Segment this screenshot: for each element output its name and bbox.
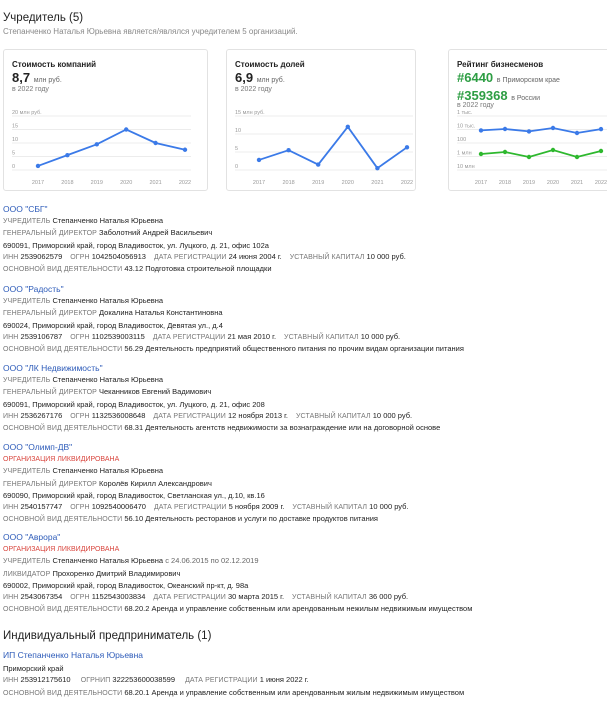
data-point (551, 126, 555, 130)
founder-label: УЧРЕДИТЕЛЬ (3, 298, 51, 306)
head-name: Заболотний Андрей Васильевич (98, 228, 213, 238)
organization-link[interactable]: ООО "ЛК Недвижимость" (3, 363, 103, 373)
x-tick-label: 2020 (341, 180, 354, 186)
address: 690090, Приморский край, город Владивосток, Светланская ул., д.10, кв.16 (3, 490, 265, 500)
ip-section-title: Индивидуальный предприниматель (1) (3, 630, 212, 642)
ogrnip-label: ОГРНИП (80, 677, 111, 685)
data-point (95, 142, 99, 146)
x-tick-label: 2017 (252, 180, 266, 186)
companies-chart (4, 50, 209, 192)
rating-chart (449, 50, 607, 192)
reg-date-label: ДАТА РЕГИСТРАЦИИ (153, 594, 226, 602)
reg-date-value: 21 мая 2010 г. (227, 331, 277, 341)
founder-section-subtitle: Степанченко Наталья Юрьевна является/являлся учредителем 5 организаций. (3, 27, 298, 36)
y-tick-label: 1 тыс. (457, 110, 473, 116)
y-tick-label: 5 (12, 150, 16, 157)
inn-label: ИНН (3, 677, 19, 685)
inn-label: ИНН (3, 412, 19, 420)
series-line (259, 127, 407, 168)
companies-year: в 2022 году (12, 86, 49, 93)
founder-label: УЧРЕДИТЕЛЬ (3, 377, 51, 385)
data-point (153, 141, 157, 145)
card-title: Рейтинг бизнесменов (457, 60, 544, 69)
organization-link[interactable]: ООО "Аврора" (3, 532, 61, 542)
y-tick-label: 10 (12, 137, 19, 143)
data-point (575, 131, 579, 135)
capital-value: 10 000 руб. (369, 502, 409, 512)
inn-label: ИНН (3, 504, 19, 512)
shares-year: в 2022 году (235, 86, 272, 93)
shares-chart (227, 50, 417, 192)
data-point (405, 145, 409, 149)
founder-name: Степанченко Наталья Юрьевна (52, 466, 164, 476)
capital-label: УСТАВНЫЙ КАПИТАЛ (289, 253, 365, 261)
founder-name: Степанченко Наталья Юрьевна (52, 296, 164, 306)
activity-value: 43.12 Подготовка строительной площадки (124, 264, 272, 274)
rating-card (448, 49, 607, 191)
rating-year: в 2022 году (457, 102, 494, 109)
ogrn-label: ОГРН (70, 253, 90, 261)
ip-region: Приморский край (3, 664, 64, 674)
companies-value-card (3, 49, 208, 191)
head-label: ЛИКВИДАТОР (3, 570, 51, 578)
ip-activity: 68.20.1 Аренда и управление собственным или арендованным жилым недвижимым имуществом (124, 687, 465, 697)
address: 690091, Приморский край, город Владивосток, ул. Луцкого, д. 21, офис 208 (3, 399, 265, 409)
data-point (503, 127, 507, 131)
data-point (527, 155, 531, 159)
y-tick-label: 100 (457, 137, 467, 143)
founder-label: УЧРЕДИТЕЛЬ (3, 468, 51, 476)
activity-label: ОСНОВНОЙ ВИД ДЕЯТЕЛЬНОСТИ (3, 689, 123, 697)
data-point (65, 153, 69, 157)
founder-name: Степанченко Наталья Юрьевна (52, 556, 164, 566)
activity-value: 68.20.2 Аренда и управление собственным или арендованным нежилым недвижимым имуществом (124, 604, 473, 614)
data-point (36, 164, 40, 168)
data-point (346, 125, 350, 129)
data-point (599, 127, 603, 131)
reg-date-value: 5 ноября 2009 г. (228, 502, 285, 512)
x-tick-label: 2020 (120, 180, 133, 186)
data-point (551, 148, 555, 152)
reg-date-label: ДАТА РЕГИСТРАЦИИ (152, 333, 226, 341)
ip-ogrnip: 322253600038599 (112, 675, 175, 685)
shares-unit: млн руб. (256, 77, 285, 84)
ip-link[interactable]: ИП Степанченко Наталья Юрьевна (3, 650, 143, 660)
x-tick-label: 2020 (546, 180, 560, 186)
capital-label: УСТАВНЫЙ КАПИТАЛ (284, 333, 359, 341)
ogrn-label: ОГРН (70, 594, 90, 602)
inn-label: ИНН (3, 253, 19, 261)
data-point (183, 148, 187, 152)
ogrn-label: ОГРН (70, 504, 90, 512)
reg-date-value: 30 марта 2015 г. (228, 592, 285, 602)
activity-value: 56.10 Деятельность ресторанов и услуги по доставке продуктов питания (124, 514, 378, 524)
data-point (316, 162, 320, 166)
ogrn-value: 1102539003115 (91, 331, 145, 341)
activity-label: ОСНОВНОЙ ВИД ДЕЯТЕЛЬНОСТИ (3, 346, 123, 354)
ogrn-label: ОГРН (70, 412, 90, 420)
x-tick-label: 2022 (594, 180, 607, 186)
data-point (599, 149, 603, 153)
capital-label: УСТАВНЫЙ КАПИТАЛ (296, 412, 371, 420)
inn-value: 2540157747 (20, 502, 63, 512)
founder-name: Степанченко Наталья Юрьевна (52, 375, 164, 385)
data-point (479, 152, 483, 156)
inn-value: 2543067354 (20, 592, 63, 602)
organization-entry (3, 363, 607, 434)
data-point (257, 158, 261, 162)
series-line (38, 130, 185, 166)
data-point (527, 129, 531, 133)
inn-label: ИНН (3, 594, 19, 602)
activity-label: ОСНОВНОЙ ВИД ДЕЯТЕЛЬНОСТИ (3, 425, 123, 433)
rating-country-rank: #359368 (457, 88, 508, 103)
y-tick-label: 10 (235, 128, 242, 134)
x-tick-label: 2021 (149, 180, 162, 186)
y-tick-label: 20 млн руб. (12, 110, 42, 116)
organization-entry (3, 442, 607, 525)
data-point (575, 155, 579, 159)
y-tick-label: 5 (235, 146, 239, 152)
activity-label: ОСНОВНОЙ ВИД ДЕЯТЕЛЬНОСТИ (3, 266, 123, 274)
data-point (286, 148, 290, 152)
capital-value: 10 000 руб. (360, 331, 401, 341)
head-label: ГЕНЕРАЛЬНЫЙ ДИРЕКТОР (3, 480, 97, 488)
x-tick-label: 2021 (371, 180, 384, 186)
address: 690024, Приморский край, город Владивосток, Девятая ул., д.4 (3, 320, 223, 330)
x-tick-label: 2017 (474, 180, 488, 186)
reg-date-label: ДАТА РЕГИСТРАЦИИ (153, 253, 227, 261)
head-name: Чеканников Евгений Вадимович (98, 387, 212, 397)
liquidated-status: ОРГАНИЗАЦИЯ ЛИКВИДИРОВАНА (3, 456, 120, 464)
y-tick-label: 10 млн (457, 164, 475, 170)
x-tick-label: 2018 (282, 180, 295, 186)
capital-label: УСТАВНЫЙ КАПИТАЛ (292, 594, 367, 602)
inn-label: ИНН (3, 333, 19, 341)
reg-date-label: ДАТА РЕГИСТРАЦИИ (185, 677, 258, 685)
ogrn-value: 1132536008648 (91, 410, 146, 420)
data-point (479, 128, 483, 132)
rating-region-rank: #6440 (457, 70, 494, 85)
organization-entry (3, 204, 607, 275)
founder-section-title: Учредитель (5) (3, 12, 84, 24)
y-tick-label: 15 млн руб. (235, 110, 265, 116)
shares-value-card (226, 49, 416, 191)
organization-entry (3, 532, 607, 615)
x-tick-label: 2017 (31, 180, 45, 186)
head-label: ГЕНЕРАЛЬНЫЙ ДИРЕКТОР (3, 310, 97, 318)
activity-label: ОСНОВНОЙ ВИД ДЕЯТЕЛЬНОСТИ (3, 606, 123, 614)
series-line (481, 128, 601, 133)
capital-value: 36 000 руб. (368, 592, 409, 602)
x-tick-label: 2022 (178, 180, 192, 186)
ip-inn: 253912175610 (20, 675, 71, 685)
x-tick-label: 2019 (312, 180, 325, 186)
inn-value: 2539106787 (20, 331, 63, 341)
series-line (481, 150, 601, 157)
head-label: ГЕНЕРАЛЬНЫЙ ДИРЕКТОР (3, 389, 97, 397)
ip-reg-date: 1 июня 2022 г. (259, 675, 309, 685)
reg-date-value: 24 июня 2004 г. (228, 251, 282, 261)
data-point (375, 166, 379, 170)
founder-label: УЧРЕДИТЕЛЬ (3, 218, 51, 226)
x-tick-label: 2019 (90, 180, 103, 186)
head-name: Докалина Наталья Константиновна (98, 308, 223, 318)
y-tick-label: 0 (12, 164, 16, 170)
head-name: Прохоренко Дмитрий Владимирович (52, 568, 181, 578)
address: 690002, Приморский край, город Владивосток, Океанский пр-кт, д. 98а (3, 580, 249, 590)
ogrn-value: 1152543003834 (91, 592, 146, 602)
ip-entry (3, 650, 607, 699)
x-tick-label: 2018 (498, 180, 512, 186)
activity-label: ОСНОВНОЙ ВИД ДЕЯТЕЛЬНОСТИ (3, 516, 123, 524)
data-point (124, 127, 128, 131)
head-label: ГЕНЕРАЛЬНЫЙ ДИРЕКТОР (3, 230, 97, 238)
activity-value: 56.29 Деятельность предприятий общественного питания по прочим видам организации питания (124, 344, 464, 354)
ogrn-value: 1042504056913 (91, 251, 146, 261)
rating-country-text: в России (511, 95, 540, 102)
capital-value: 10 000 руб. (366, 251, 406, 261)
y-tick-label: 1 млн (457, 150, 472, 157)
capital-label: УСТАВНЫЙ КАПИТАЛ (292, 504, 368, 512)
head-name: Королёв Кирилл Александрович (98, 478, 212, 488)
companies-value: 8,7 (12, 70, 31, 85)
organization-link[interactable]: ООО "Олимп-ДВ" (3, 442, 73, 452)
x-tick-label: 2019 (522, 180, 536, 186)
x-tick-label: 2021 (570, 180, 584, 186)
address: 690091, Приморский край, город Владивосток, ул. Луцкого, д. 21, офис 102а (3, 240, 269, 250)
reg-date-label: ДАТА РЕГИСТРАЦИИ (153, 504, 227, 512)
card-title: Стоимость долей (235, 60, 305, 69)
shares-value: 6,9 (235, 70, 254, 85)
liquidated-status: ОРГАНИЗАЦИЯ ЛИКВИДИРОВАНА (3, 546, 120, 554)
founder-label: УЧРЕДИТЕЛЬ (3, 558, 51, 566)
organization-entry (3, 284, 607, 355)
rating-region-text: в Приморском крае (496, 77, 560, 84)
inn-value: 2539062579 (20, 251, 63, 261)
companies-unit: млн руб. (33, 77, 62, 84)
founder-name: Степанченко Наталья Юрьевна (52, 216, 164, 226)
data-point (503, 150, 507, 154)
ogrn-label: ОГРН (70, 333, 90, 341)
inn-value: 2536267176 (20, 410, 63, 420)
capital-value: 10 000 руб. (372, 410, 413, 420)
founder-period: с 24.06.2015 по 02.12.2019 (165, 556, 259, 566)
organization-link[interactable]: ООО "СБГ" (3, 204, 48, 214)
organization-link[interactable]: ООО "Радость" (3, 284, 64, 294)
reg-date-value: 12 ноября 2013 г. (228, 410, 288, 420)
reg-date-label: ДАТА РЕГИСТРАЦИИ (153, 412, 226, 420)
y-tick-label: 0 (235, 164, 239, 170)
x-tick-label: 2018 (61, 180, 74, 186)
ogrn-value: 1092540006470 (91, 502, 146, 512)
activity-value: 68.31 Деятельность агентств недвижимости за вознаграждение или на договорной основе (124, 423, 441, 433)
y-tick-label: 15 (12, 123, 19, 130)
y-tick-label: 10 тыс. (457, 123, 476, 130)
card-title: Стоимость компаний (12, 60, 97, 69)
x-tick-label: 2022 (400, 180, 414, 186)
